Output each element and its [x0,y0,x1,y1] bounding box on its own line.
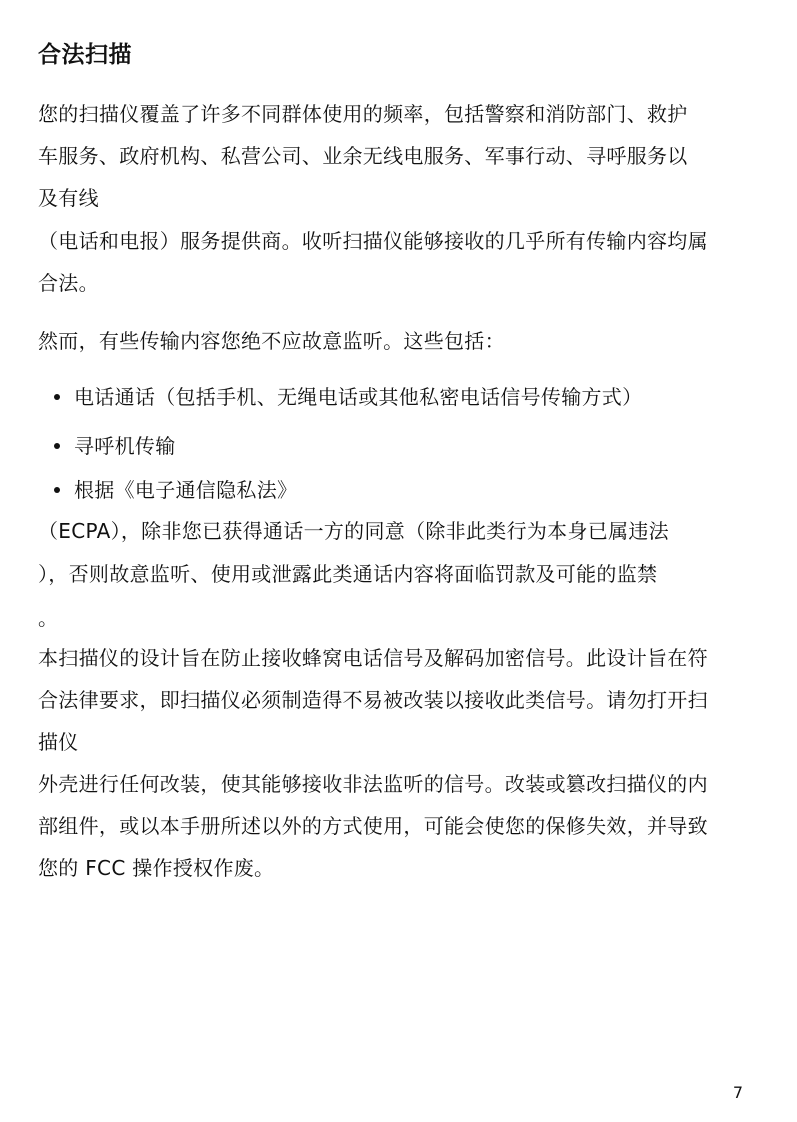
paragraph-1-line-5: 合法。 [38,271,99,295]
section-title: 合法扫描 [38,42,132,68]
paragraph-3-line-3: 。 [38,606,59,630]
bullet-item-2-text: 寻呼机传输 [74,434,176,458]
paragraph-2-line-1: 然而，有些传输内容您绝不应故意监听。这些包括： [38,329,505,353]
paragraph-4-line-2: 合法律要求，即扫描仪必须制造得不易被改装以接收此类信号。请勿打开扫 [38,688,708,712]
paragraph-3-line-2: ），否则故意监听、使用或泄露此类通话内容将面临罚款及可能的监禁 [38,562,658,586]
paragraph-3-line-1: （ECPA），除非您已获得通话一方的同意（除非此类行为本身已属违法 [38,519,669,543]
paragraph-1-line-1: 您的扫描仪覆盖了许多不同群体使用的频率，包括警察和消防部门、救护 [38,102,688,126]
paragraph-1-line-4: （电话和电报）服务提供商。收听扫描仪能够接收的几乎所有传输内容均属 [38,229,708,253]
paragraph-4-line-4: 外壳进行任何改装，使其能够接收非法监听的信号。改装或篡改扫描仪的内 [38,772,708,796]
bullet-item-2 [54,431,176,461]
paragraph-4-line-5: 部组件，或以本手册所述以外的方式使用，可能会使您的保修失效，并导致 [38,814,708,838]
bullet-dot-icon [54,394,60,400]
page-number: 7 [732,1083,743,1102]
paragraph-1-line-3: 及有线 [38,186,99,210]
bullet-item-1 [54,382,642,412]
bullet-item-1-text: 电话通话（包括手机、无绳电话或其他私密电话信号传输方式） [74,385,643,409]
paragraph-1-line-2: 车服务、政府机构、私营公司、业余无线电服务、军事行动、寻呼服务以 [38,144,688,168]
paragraph-4-line-3: 描仪 [38,730,79,754]
bullet-item-3-text: 根据《电子通信隐私法》 [74,478,298,502]
paragraph-4-line-1: 本扫描仪的设计旨在防止接收蜂窝电话信号及解码加密信号。此设计旨在符 [38,646,708,670]
bullet-item-3 [54,475,297,505]
paragraph-4-line-6: 您的 FCC 操作授权作废。 [38,856,275,880]
bullet-dot-icon [54,487,60,493]
bullet-dot-icon [54,443,60,449]
